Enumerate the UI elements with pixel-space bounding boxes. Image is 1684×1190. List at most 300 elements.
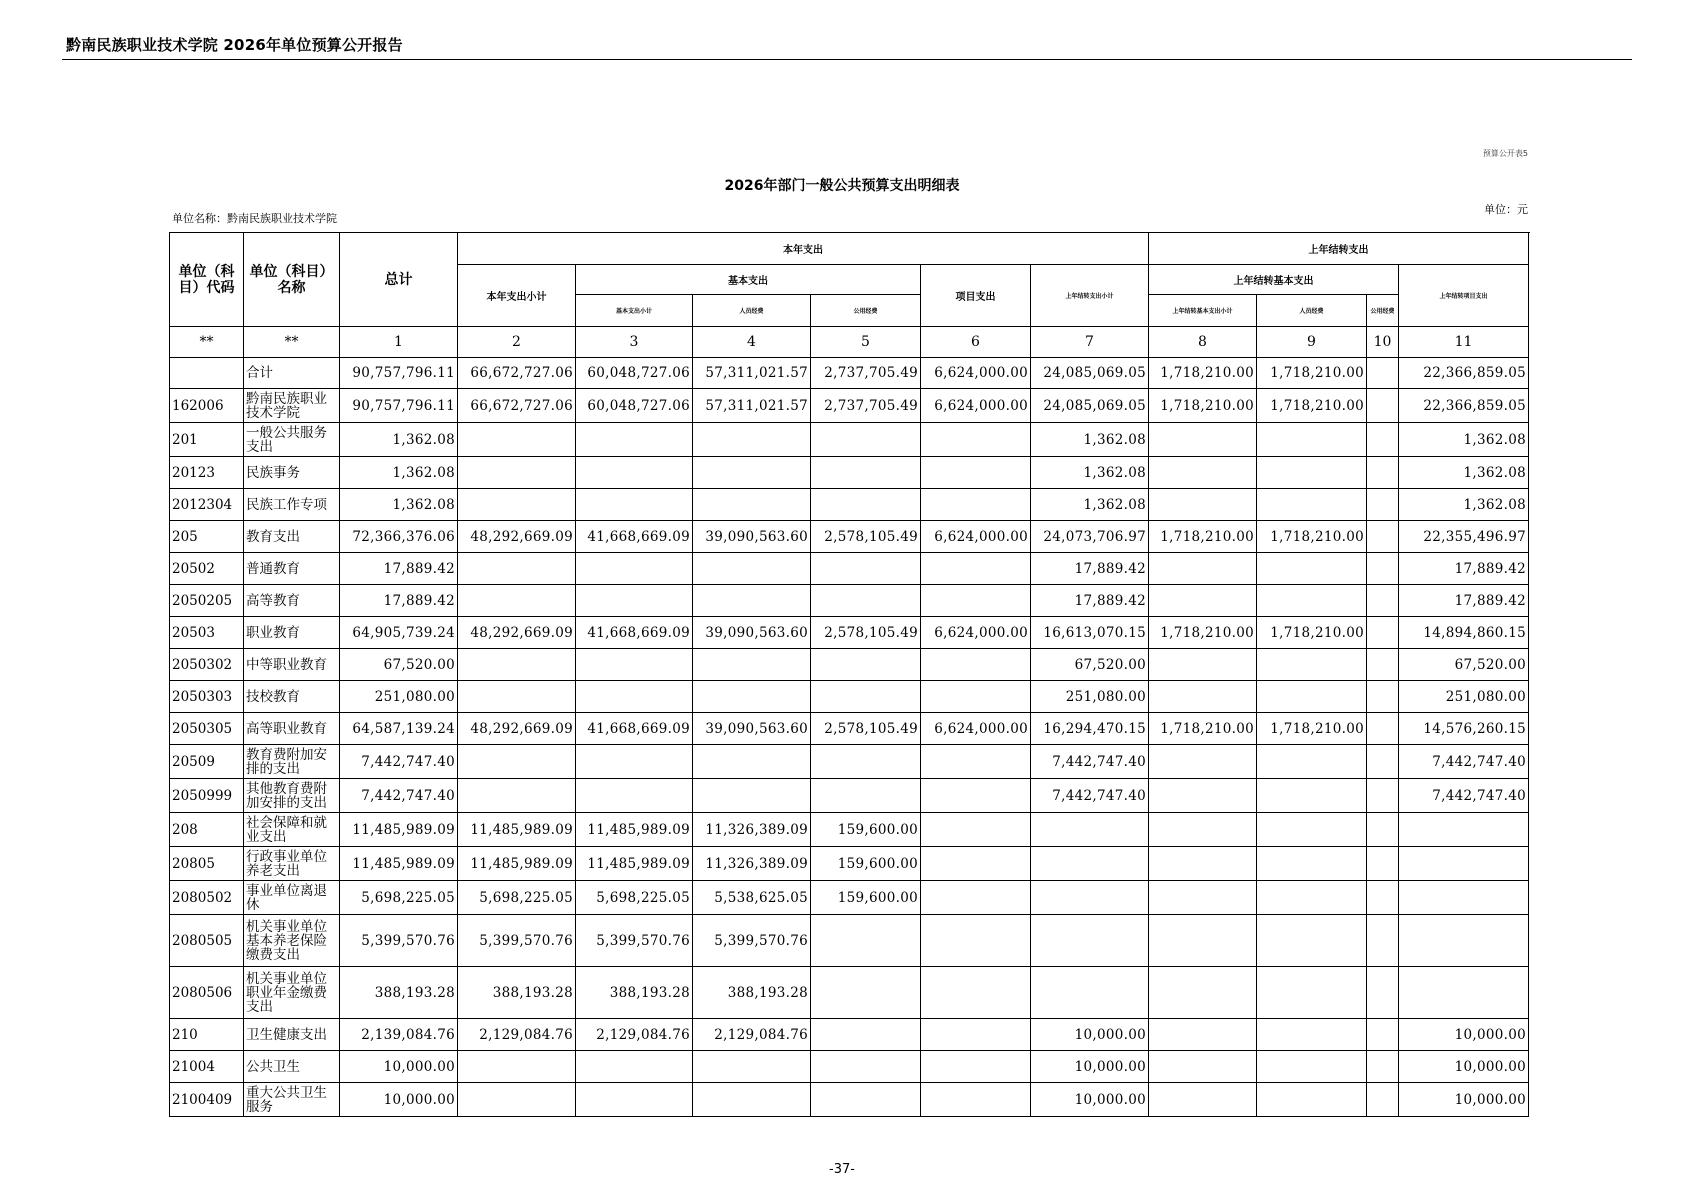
row-value-col-5: 2,578,105.49 [811, 521, 921, 553]
row-code: 208 [170, 813, 244, 847]
table-row [170, 389, 1529, 423]
table-row [170, 423, 1529, 457]
row-name: 中等职业教育 [244, 649, 340, 681]
row-value-col-11: 251,080.00 [1399, 681, 1529, 713]
row-value-col-11: 10,000.00 [1399, 1019, 1529, 1051]
row-value-col-2 [458, 649, 576, 681]
row-value-col-2 [458, 779, 576, 813]
row-code: 2050302 [170, 649, 244, 681]
row-value-col-11: 10,000.00 [1399, 1083, 1529, 1117]
row-value-col-7: 16,613,070.15 [1031, 617, 1149, 649]
row-value-col-1: 1,362.08 [340, 489, 458, 521]
table-title: 2026年部门一般公共预算支出明细表 [724, 178, 960, 194]
row-name: 教育费附加安排的支出 [244, 745, 340, 779]
column-number: ** [244, 327, 340, 358]
row-value-col-3 [576, 1051, 693, 1083]
table-row [170, 489, 1529, 521]
row-value-col-8: 1,718,210.00 [1149, 617, 1257, 649]
row-value-col-7: 10,000.00 [1031, 1083, 1149, 1117]
row-value-col-6: 6,624,000.00 [921, 521, 1031, 553]
row-value-col-6: 6,624,000.00 [921, 389, 1031, 423]
row-code: 2080506 [170, 967, 244, 1019]
row-name: 机关事业单位基本养老保险缴费支出 [244, 915, 340, 967]
row-value-col-6 [921, 745, 1031, 779]
row-value-col-10 [1367, 681, 1399, 713]
row-value-col-6 [921, 967, 1031, 1019]
row-value-col-3: 41,668,669.09 [576, 521, 693, 553]
row-name: 机关事业单位职业年金缴费支出 [244, 967, 340, 1019]
row-value-col-7: 7,442,747.40 [1031, 745, 1149, 779]
row-value-col-9 [1257, 1051, 1367, 1083]
col-header-code: 单位（科目）代码 [170, 233, 244, 327]
row-code: 2012304 [170, 489, 244, 521]
row-value-col-5: 159,600.00 [811, 881, 921, 915]
row-value-col-11: 22,355,496.97 [1399, 521, 1529, 553]
row-value-col-1: 67,520.00 [340, 649, 458, 681]
row-value-col-7 [1031, 967, 1149, 1019]
row-value-col-5 [811, 681, 921, 713]
table-row [170, 1083, 1529, 1117]
row-value-col-1: 5,399,570.76 [340, 915, 458, 967]
row-value-col-4: 57,311,021.57 [693, 358, 811, 389]
row-value-col-2: 48,292,669.09 [458, 617, 576, 649]
row-value-col-7: 1,362.08 [1031, 457, 1149, 489]
row-value-col-4: 388,193.28 [693, 967, 811, 1019]
row-value-col-11 [1399, 847, 1529, 881]
row-value-col-7 [1031, 881, 1149, 915]
row-value-col-11: 14,576,260.15 [1399, 713, 1529, 745]
row-value-col-11: 14,894,860.15 [1399, 617, 1529, 649]
row-value-col-9 [1257, 881, 1367, 915]
row-value-col-8 [1149, 745, 1257, 779]
row-value-col-8 [1149, 1083, 1257, 1117]
col-header-carryover-personnel: 人员经费 [1257, 295, 1367, 327]
unit-name: 单位名称：黔南民族职业技术学院 [172, 212, 337, 225]
table-row [170, 1051, 1529, 1083]
row-value-col-10 [1367, 813, 1399, 847]
row-value-col-5 [811, 1083, 921, 1117]
row-value-col-4: 39,090,563.60 [693, 713, 811, 745]
row-value-col-9: 1,718,210.00 [1257, 389, 1367, 423]
table-row [170, 713, 1529, 745]
row-value-col-10 [1367, 1051, 1399, 1083]
row-value-col-9 [1257, 779, 1367, 813]
col-header-total: 总计 [340, 233, 458, 327]
row-value-col-3 [576, 681, 693, 713]
col-header-public: 公用经费 [811, 295, 921, 327]
row-name: 普通教育 [244, 553, 340, 585]
row-value-col-4 [693, 1083, 811, 1117]
row-value-col-1: 5,698,225.05 [340, 881, 458, 915]
row-value-col-8 [1149, 813, 1257, 847]
row-value-col-1: 90,757,796.11 [340, 389, 458, 423]
row-value-col-10 [1367, 881, 1399, 915]
row-name: 合计 [244, 358, 340, 389]
col-header-carryover-basic-subtotal: 上年结转基本支出小计 [1149, 295, 1257, 327]
row-value-col-11 [1399, 915, 1529, 967]
row-value-col-9 [1257, 553, 1367, 585]
col-header-carryover-public: 公用经费 [1367, 295, 1399, 327]
row-code: 20123 [170, 457, 244, 489]
col-header-carryover-basic: 上年结转基本支出 [1149, 265, 1399, 295]
row-value-col-6 [921, 457, 1031, 489]
table-row [170, 915, 1529, 967]
row-value-col-9 [1257, 457, 1367, 489]
row-value-col-2 [458, 1083, 576, 1117]
row-value-col-7 [1031, 813, 1149, 847]
row-value-col-2: 2,129,084.76 [458, 1019, 576, 1051]
row-value-col-11: 22,366,859.05 [1399, 358, 1529, 389]
row-value-col-9 [1257, 649, 1367, 681]
row-value-col-3: 41,668,669.09 [576, 713, 693, 745]
row-value-col-6 [921, 813, 1031, 847]
row-name: 社会保障和就业支出 [244, 813, 340, 847]
row-value-col-5 [811, 585, 921, 617]
row-value-col-10 [1367, 585, 1399, 617]
row-value-col-8 [1149, 649, 1257, 681]
row-value-col-9 [1257, 423, 1367, 457]
row-value-col-9 [1257, 967, 1367, 1019]
row-value-col-3: 5,399,570.76 [576, 915, 693, 967]
row-value-col-1: 7,442,747.40 [340, 745, 458, 779]
col-header-carryover: 上年结转支出 [1149, 233, 1529, 265]
row-value-col-10 [1367, 389, 1399, 423]
row-name: 技校教育 [244, 681, 340, 713]
col-header-current-subtotal: 本年支出小计 [458, 265, 576, 327]
col-header-basic-subtotal: 基本支出小计 [576, 295, 693, 327]
column-number: 8 [1149, 327, 1257, 358]
row-value-col-8 [1149, 881, 1257, 915]
row-value-col-2 [458, 745, 576, 779]
row-value-col-11: 7,442,747.40 [1399, 745, 1529, 779]
row-name: 一般公共服务支出 [244, 423, 340, 457]
row-value-col-1: 64,587,139.24 [340, 713, 458, 745]
row-value-col-6 [921, 1019, 1031, 1051]
row-name: 职业教育 [244, 617, 340, 649]
table-row [170, 681, 1529, 713]
row-value-col-3: 60,048,727.06 [576, 358, 693, 389]
row-value-col-8 [1149, 457, 1257, 489]
row-value-col-6 [921, 681, 1031, 713]
row-value-col-8 [1149, 915, 1257, 967]
row-value-col-11: 17,889.42 [1399, 553, 1529, 585]
row-value-col-10 [1367, 1083, 1399, 1117]
row-value-col-4 [693, 585, 811, 617]
row-value-col-11 [1399, 881, 1529, 915]
row-value-col-4 [693, 457, 811, 489]
row-value-col-11: 22,366,859.05 [1399, 389, 1529, 423]
table-row [170, 585, 1529, 617]
row-value-col-5: 159,600.00 [811, 813, 921, 847]
row-value-col-5: 2,578,105.49 [811, 617, 921, 649]
row-value-col-3 [576, 423, 693, 457]
column-number: 4 [693, 327, 811, 358]
row-value-col-8 [1149, 847, 1257, 881]
row-value-col-8 [1149, 1019, 1257, 1051]
row-value-col-2: 11,485,989.09 [458, 813, 576, 847]
row-value-col-4: 57,311,021.57 [693, 389, 811, 423]
row-name: 高等职业教育 [244, 713, 340, 745]
row-code: 2080505 [170, 915, 244, 967]
row-value-col-6 [921, 489, 1031, 521]
row-value-col-7: 24,073,706.97 [1031, 521, 1149, 553]
row-value-col-1: 10,000.00 [340, 1083, 458, 1117]
column-number: 1 [340, 327, 458, 358]
col-header-basic: 基本支出 [576, 265, 921, 295]
row-value-col-6: 6,624,000.00 [921, 713, 1031, 745]
column-number: 9 [1257, 327, 1367, 358]
row-value-col-4 [693, 1051, 811, 1083]
row-value-col-9 [1257, 847, 1367, 881]
row-value-col-5 [811, 745, 921, 779]
row-value-col-10 [1367, 423, 1399, 457]
row-value-col-1: 72,366,376.06 [340, 521, 458, 553]
row-value-col-8: 1,718,210.00 [1149, 521, 1257, 553]
row-value-col-4 [693, 649, 811, 681]
row-code: 2080502 [170, 881, 244, 915]
row-value-col-10 [1367, 649, 1399, 681]
row-name: 行政事业单位养老支出 [244, 847, 340, 881]
row-name: 教育支出 [244, 521, 340, 553]
row-value-col-8 [1149, 489, 1257, 521]
row-value-col-4: 11,326,389.09 [693, 813, 811, 847]
row-value-col-11: 1,362.08 [1399, 423, 1529, 457]
row-value-col-5 [811, 423, 921, 457]
row-value-col-3: 11,485,989.09 [576, 813, 693, 847]
row-value-col-5 [811, 779, 921, 813]
row-value-col-1: 388,193.28 [340, 967, 458, 1019]
row-value-col-4: 39,090,563.60 [693, 521, 811, 553]
budget-table-container [169, 232, 1529, 1117]
row-code: 205 [170, 521, 244, 553]
column-number: 2 [458, 327, 576, 358]
row-value-col-7: 1,362.08 [1031, 423, 1149, 457]
table-row [170, 457, 1529, 489]
row-value-col-10 [1367, 457, 1399, 489]
table-row [170, 617, 1529, 649]
row-value-col-10 [1367, 1019, 1399, 1051]
table-row [170, 813, 1529, 847]
row-value-col-8 [1149, 585, 1257, 617]
row-value-col-3: 388,193.28 [576, 967, 693, 1019]
row-value-col-4 [693, 489, 811, 521]
row-value-col-4 [693, 423, 811, 457]
table-row [170, 521, 1529, 553]
column-number: 10 [1367, 327, 1399, 358]
row-value-col-1: 7,442,747.40 [340, 779, 458, 813]
row-value-col-11 [1399, 813, 1529, 847]
row-value-col-1: 90,757,796.11 [340, 358, 458, 389]
col-header-current-year: 本年支出 [458, 233, 1149, 265]
row-value-col-10 [1367, 358, 1399, 389]
row-code: 2050999 [170, 779, 244, 813]
row-value-col-1: 10,000.00 [340, 1051, 458, 1083]
row-value-col-10 [1367, 847, 1399, 881]
budget-expenditure-table [169, 232, 1529, 1117]
row-value-col-9: 1,718,210.00 [1257, 713, 1367, 745]
row-value-col-4 [693, 745, 811, 779]
row-value-col-10 [1367, 745, 1399, 779]
row-value-col-3: 5,698,225.05 [576, 881, 693, 915]
row-value-col-11: 1,362.08 [1399, 457, 1529, 489]
row-value-col-11: 67,520.00 [1399, 649, 1529, 681]
row-value-col-6 [921, 847, 1031, 881]
row-value-col-10 [1367, 521, 1399, 553]
row-value-col-7: 67,520.00 [1031, 649, 1149, 681]
table-row [170, 881, 1529, 915]
col-header-project: 项目支出 [921, 265, 1031, 327]
row-value-col-6 [921, 1051, 1031, 1083]
row-value-col-9 [1257, 489, 1367, 521]
row-value-col-10 [1367, 617, 1399, 649]
column-number: 6 [921, 327, 1031, 358]
row-value-col-6 [921, 779, 1031, 813]
row-value-col-2 [458, 457, 576, 489]
row-value-col-7 [1031, 847, 1149, 881]
column-number: 5 [811, 327, 921, 358]
table-row [170, 358, 1529, 389]
row-value-col-7: 10,000.00 [1031, 1051, 1149, 1083]
row-value-col-3 [576, 649, 693, 681]
row-value-col-11: 10,000.00 [1399, 1051, 1529, 1083]
row-value-col-3 [576, 745, 693, 779]
row-value-col-8 [1149, 681, 1257, 713]
row-value-col-5 [811, 1019, 921, 1051]
row-name: 民族事务 [244, 457, 340, 489]
row-name: 高等教育 [244, 585, 340, 617]
row-value-col-5: 159,600.00 [811, 847, 921, 881]
row-value-col-4: 2,129,084.76 [693, 1019, 811, 1051]
row-code: 20805 [170, 847, 244, 881]
row-value-col-2 [458, 423, 576, 457]
row-value-col-10 [1367, 915, 1399, 967]
row-value-col-5 [811, 915, 921, 967]
table-row [170, 553, 1529, 585]
row-value-col-9 [1257, 813, 1367, 847]
row-value-col-3 [576, 1083, 693, 1117]
row-value-col-11: 7,442,747.40 [1399, 779, 1529, 813]
row-value-col-5 [811, 457, 921, 489]
row-value-col-2 [458, 585, 576, 617]
currency-unit-label: 单位：元 [1484, 203, 1528, 216]
row-value-col-9: 1,718,210.00 [1257, 521, 1367, 553]
row-value-col-1: 251,080.00 [340, 681, 458, 713]
row-value-col-8: 1,718,210.00 [1149, 358, 1257, 389]
column-number: 7 [1031, 327, 1149, 358]
report-header-title: 黔南民族职业技术学院 2026年单位预算公开报告 [66, 36, 403, 54]
row-value-col-6 [921, 1083, 1031, 1117]
row-value-col-11: 1,362.08 [1399, 489, 1529, 521]
row-value-col-8 [1149, 967, 1257, 1019]
row-value-col-7 [1031, 915, 1149, 967]
row-value-col-2 [458, 489, 576, 521]
row-value-col-9 [1257, 681, 1367, 713]
row-value-col-11 [1399, 967, 1529, 1019]
row-code: 21004 [170, 1051, 244, 1083]
row-value-col-8 [1149, 553, 1257, 585]
row-value-col-2: 5,399,570.76 [458, 915, 576, 967]
row-value-col-3 [576, 489, 693, 521]
row-value-col-3: 2,129,084.76 [576, 1019, 693, 1051]
row-value-col-10 [1367, 713, 1399, 745]
table-row [170, 779, 1529, 813]
row-value-col-2 [458, 553, 576, 585]
row-value-col-4 [693, 681, 811, 713]
row-value-col-9 [1257, 745, 1367, 779]
row-value-col-1: 1,362.08 [340, 423, 458, 457]
col-header-carryover-subtotal: 上年结转支出小计 [1031, 265, 1149, 327]
row-name: 其他教育费附加安排的支出 [244, 779, 340, 813]
row-value-col-2: 66,672,727.06 [458, 389, 576, 423]
row-name: 卫生健康支出 [244, 1019, 340, 1051]
row-value-col-1: 64,905,739.24 [340, 617, 458, 649]
row-value-col-9 [1257, 915, 1367, 967]
row-code [170, 358, 244, 389]
row-value-col-7: 24,085,069.05 [1031, 389, 1149, 423]
row-value-col-2: 5,698,225.05 [458, 881, 576, 915]
row-value-col-3 [576, 585, 693, 617]
table-row [170, 967, 1529, 1019]
row-code: 2050205 [170, 585, 244, 617]
col-header-carryover-project: 上年结转项目支出 [1399, 265, 1529, 327]
row-value-col-6 [921, 423, 1031, 457]
row-value-col-5: 2,737,705.49 [811, 389, 921, 423]
row-value-col-2: 388,193.28 [458, 967, 576, 1019]
table-row [170, 649, 1529, 681]
row-name: 公共卫生 [244, 1051, 340, 1083]
row-value-col-5: 2,578,105.49 [811, 713, 921, 745]
row-value-col-3: 41,668,669.09 [576, 617, 693, 649]
row-value-col-1: 17,889.42 [340, 585, 458, 617]
row-value-col-6 [921, 915, 1031, 967]
row-value-col-5 [811, 1051, 921, 1083]
row-code: 20503 [170, 617, 244, 649]
header-divider [62, 59, 1632, 60]
row-value-col-2: 48,292,669.09 [458, 713, 576, 745]
row-value-col-1: 11,485,989.09 [340, 847, 458, 881]
row-value-col-10 [1367, 489, 1399, 521]
row-code: 2050305 [170, 713, 244, 745]
row-value-col-2: 48,292,669.09 [458, 521, 576, 553]
row-value-col-2 [458, 1051, 576, 1083]
col-header-name: 单位（科目）名称 [244, 233, 340, 327]
row-value-col-11: 17,889.42 [1399, 585, 1529, 617]
row-value-col-7: 16,294,470.15 [1031, 713, 1149, 745]
row-value-col-6 [921, 553, 1031, 585]
row-value-col-1: 11,485,989.09 [340, 813, 458, 847]
row-value-col-2: 11,485,989.09 [458, 847, 576, 881]
row-value-col-7: 7,442,747.40 [1031, 779, 1149, 813]
row-value-col-4: 39,090,563.60 [693, 617, 811, 649]
row-value-col-9: 1,718,210.00 [1257, 617, 1367, 649]
row-value-col-1: 17,889.42 [340, 553, 458, 585]
table-row [170, 1019, 1529, 1051]
row-value-col-5 [811, 967, 921, 1019]
col-header-personnel: 人员经费 [693, 295, 811, 327]
row-value-col-9 [1257, 585, 1367, 617]
row-value-col-4 [693, 553, 811, 585]
row-value-col-4: 5,538,625.05 [693, 881, 811, 915]
row-value-col-5 [811, 553, 921, 585]
row-code: 20502 [170, 553, 244, 585]
column-number: 3 [576, 327, 693, 358]
row-value-col-6 [921, 649, 1031, 681]
row-code: 162006 [170, 389, 244, 423]
row-code: 201 [170, 423, 244, 457]
row-value-col-5: 2,737,705.49 [811, 358, 921, 389]
row-value-col-10 [1367, 553, 1399, 585]
row-value-col-7: 24,085,069.05 [1031, 358, 1149, 389]
